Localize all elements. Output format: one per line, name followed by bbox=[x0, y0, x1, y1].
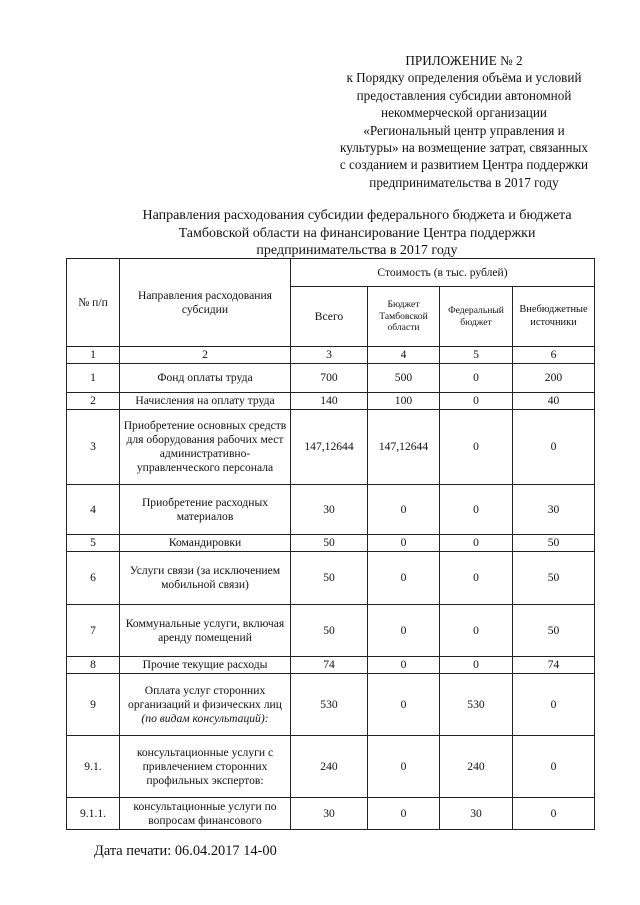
row-extra: 50 bbox=[513, 535, 595, 552]
table-row bbox=[67, 552, 595, 605]
row-federal: 530 bbox=[440, 674, 513, 736]
row-direction: Прочие текущие расходы bbox=[120, 657, 291, 674]
row-total: 74 bbox=[291, 657, 368, 674]
row-num: 5 bbox=[67, 535, 120, 552]
row-direction bbox=[120, 674, 291, 736]
header-regional-budget: Бюджет Тамбовской области bbox=[368, 287, 440, 347]
row-extra: 200 bbox=[513, 364, 595, 393]
row-regional: 147,12644 bbox=[368, 410, 440, 485]
header-num: № п/п bbox=[67, 259, 120, 347]
table-row bbox=[67, 657, 595, 674]
row-extra: 50 bbox=[513, 605, 595, 657]
column-numbers-row bbox=[67, 347, 595, 364]
table-row bbox=[67, 410, 595, 485]
row-federal: 0 bbox=[440, 552, 513, 605]
appendix-line: к Порядку определения объёма и условий bbox=[346, 70, 582, 86]
row-extra: 0 bbox=[513, 798, 595, 830]
row-extra: 40 bbox=[513, 393, 595, 410]
row-extra: 74 bbox=[513, 657, 595, 674]
document-title bbox=[82, 207, 632, 260]
title-line: предпринимательства в 2017 году bbox=[256, 243, 458, 259]
column-number: 4 bbox=[368, 347, 440, 364]
row-federal: 0 bbox=[440, 364, 513, 393]
appendix-line: предпринимательства в 2017 году bbox=[369, 174, 559, 190]
row-num: 9.1. bbox=[67, 736, 120, 798]
table-row bbox=[67, 535, 595, 552]
row-num: 4 bbox=[67, 485, 120, 535]
title-line: Направления расходования субсидии федерального бюджета и бюджета bbox=[142, 208, 572, 223]
row-regional: 0 bbox=[368, 798, 440, 830]
table-row bbox=[67, 364, 595, 393]
row-direction: Коммунальные услуги, включая аренду помещений bbox=[120, 605, 291, 657]
header-cost-group: Стоимость (в тыс. рублей) bbox=[291, 259, 595, 287]
header-direction: Направления расходования субсидии bbox=[120, 259, 291, 347]
row-federal: 0 bbox=[440, 485, 513, 535]
appendix-line: с созданием и развитием Центра поддержки bbox=[339, 157, 589, 173]
table-row bbox=[67, 393, 595, 410]
appendix-line: предоставления субсидии автономной bbox=[356, 87, 572, 103]
row-regional: 0 bbox=[368, 657, 440, 674]
row-direction: консультационные услуги с привлечением сторонних профильных экспертов: bbox=[120, 736, 291, 798]
appendix-line: культуры» на возмещение затрат, связанных bbox=[339, 140, 588, 156]
row-direction-text: Оплата услуг сторонних организаций и физических лиц bbox=[128, 683, 282, 711]
row-federal: 0 bbox=[440, 393, 513, 410]
row-regional: 0 bbox=[368, 605, 440, 657]
table-row bbox=[67, 605, 595, 657]
row-direction: Приобретение основных средств для оборудования рабочих мест административно-управленческого персонала bbox=[120, 410, 291, 485]
row-num: 7 bbox=[67, 605, 120, 657]
row-direction: Фонд оплаты труда bbox=[120, 364, 291, 393]
row-total: 30 bbox=[291, 485, 368, 535]
row-regional: 0 bbox=[368, 552, 440, 605]
row-federal: 0 bbox=[440, 535, 513, 552]
column-number: 6 bbox=[513, 347, 595, 364]
row-federal: 0 bbox=[440, 410, 513, 485]
row-direction: консультационные услуги по вопросам финансового bbox=[120, 798, 291, 830]
row-total: 147,12644 bbox=[291, 410, 368, 485]
row-num: 8 bbox=[67, 657, 120, 674]
row-num: 2 bbox=[67, 393, 120, 410]
row-num: 9 bbox=[67, 674, 120, 736]
row-direction: Командировки bbox=[120, 535, 291, 552]
appendix-line: некоммерческой организации bbox=[381, 105, 547, 121]
table-row bbox=[67, 485, 595, 535]
row-regional: 100 bbox=[368, 393, 440, 410]
expense-table bbox=[66, 258, 595, 830]
column-number: 3 bbox=[291, 347, 368, 364]
row-num: 1 bbox=[67, 364, 120, 393]
row-extra: 0 bbox=[513, 736, 595, 798]
row-regional: 0 bbox=[368, 535, 440, 552]
row-total: 50 bbox=[291, 535, 368, 552]
row-total: 140 bbox=[291, 393, 368, 410]
row-regional: 0 bbox=[368, 485, 440, 535]
title-line: Тамбовской области на финансирование Центра поддержки bbox=[178, 225, 536, 241]
header-federal-budget: Федеральный бюджет bbox=[440, 287, 513, 347]
table-row bbox=[67, 798, 595, 830]
row-num: 3 bbox=[67, 410, 120, 485]
print-date: Дата печати: 06.04.2017 14-00 bbox=[94, 843, 277, 859]
row-federal: 0 bbox=[440, 605, 513, 657]
row-direction: Приобретение расходных материалов bbox=[120, 485, 291, 535]
row-federal: 240 bbox=[440, 736, 513, 798]
column-number: 2 bbox=[120, 347, 291, 364]
header-total: Всего bbox=[291, 287, 368, 347]
appendix-line: ПРИЛОЖЕНИЕ № 2 bbox=[405, 53, 523, 68]
appendix-header bbox=[296, 52, 632, 191]
row-regional: 0 bbox=[368, 674, 440, 736]
row-direction: Услуги связи (за исключением мобильной связи) bbox=[120, 552, 291, 605]
header-extrabudgetary: Внебюджетные источники bbox=[513, 287, 595, 347]
row-federal: 30 bbox=[440, 798, 513, 830]
row-total: 700 bbox=[291, 364, 368, 393]
appendix-line: «Региональный центр управления и bbox=[363, 122, 565, 138]
row-regional: 0 bbox=[368, 736, 440, 798]
table-row bbox=[67, 674, 595, 736]
row-total: 50 bbox=[291, 605, 368, 657]
row-direction-note: (по видам консультаций): bbox=[141, 711, 269, 725]
column-number: 5 bbox=[440, 347, 513, 364]
row-num: 6 bbox=[67, 552, 120, 605]
row-regional: 500 bbox=[368, 364, 440, 393]
row-total: 30 bbox=[291, 798, 368, 830]
row-total: 240 bbox=[291, 736, 368, 798]
row-extra: 0 bbox=[513, 410, 595, 485]
row-total: 50 bbox=[291, 552, 368, 605]
row-extra: 0 bbox=[513, 674, 595, 736]
table-row bbox=[67, 736, 595, 798]
row-direction: Начисления на оплату труда bbox=[120, 393, 291, 410]
row-federal: 0 bbox=[440, 657, 513, 674]
row-total: 530 bbox=[291, 674, 368, 736]
row-extra: 30 bbox=[513, 485, 595, 535]
column-number: 1 bbox=[67, 347, 120, 364]
row-extra: 50 bbox=[513, 552, 595, 605]
row-num: 9.1.1. bbox=[67, 798, 120, 830]
